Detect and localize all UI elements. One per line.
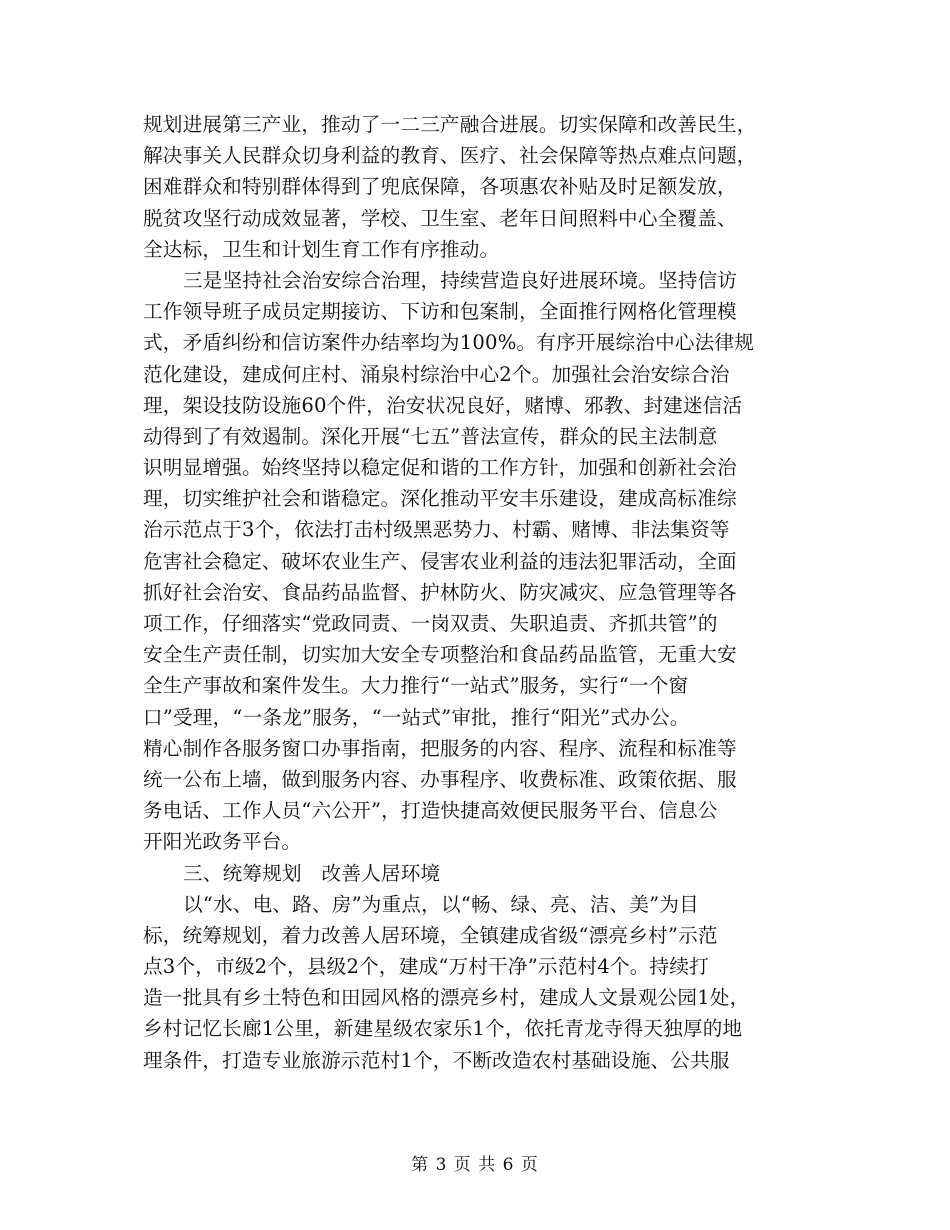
text-line: 危害社会稳定、破坏农业生产、侵害农业利益的违法犯罪活动，全面 [143,549,737,573]
text-line: 务电话、工作人员“六公开”，打造快捷高效便民服务平台、信息公 [143,799,718,823]
text-line: 动得到了有效遏制。深化开展“七五”普法宣传，群众的民主法制意 [143,424,718,448]
section-heading: 三、统筹规划 改善人居环境 [183,861,441,885]
text-line: 乡村记忆长廊1公里，新建星级农家乐1个，依托青龙寺得天独厚的地 [143,1017,743,1041]
page-number-footer: 第 3 页 共 6 页 [411,1155,539,1175]
text-line: 理，架设技防设施60个件，治安状况良好，赌博、邪教、封建迷信活 [143,393,743,417]
text-line: 全达标，卫生和计划生育工作有序推动。 [143,237,500,261]
text-line: 造一批具有乡土特色和田园风格的漂亮乡村，建成人文景观公园1处， [143,986,750,1010]
text-line: 式，矛盾纠纷和信访案件办结率均为100%。有序开展综治中心法律规 [143,331,755,355]
text-line: 识明显增强。始终坚持以稳定促和谐的工作方针，加强和创新社会治 [143,456,737,480]
text-line: 口”受理，“一条龙”服务，“一站式”审批，推行“阳光”式办公。 [143,705,690,729]
text-line: 抓好社会治安、食品药品监督、护林防火、防灾减灾、应急管理等各 [143,580,737,604]
text-line: 开阳光政务平台。 [143,830,302,854]
document-body [143,109,813,1076]
text-line: 统一公布上墙，做到服务内容、办事程序、收费标准、政策依据、服 [143,767,737,791]
text-line: 精心制作各服务窗口办事指南，把服务的内容、程序、流程和标准等 [143,736,737,760]
text-line: 治示范点于3个，依法打击村级黑恶势力、村霸、赌博、非法集资等 [143,518,730,542]
text-line: 解决事关人民群众切身利益的教育、医疗、社会保障等热点难点问题， [143,144,757,168]
text-line: 脱贫攻坚行动成效显著，学校、卫生室、老年日间照料中心全覆盖、 [143,206,737,230]
text-line: 范化建设，建成何庄村、涌泉村综治中心2个。加强社会治安综合治 [143,362,730,386]
text-line: 全生产事故和案件发生。大力推行“一站式”服务，实行“一个窗 [143,674,689,698]
text-line: 点3个，市级2个，县级2个，建成“万村干净”示范村4个。持续打 [143,955,709,979]
text-line: 标，统筹规划，着力改善人居环境，全镇建成省级“漂亮乡村”示范 [143,923,718,947]
text-line: 理，切实维护社会和谐稳定。深化推动平安丰乐建设，建成高标准综 [143,487,737,511]
text-line: 理条件，打造专业旅游示范村1个，不断改造农村基础设施、公共服 [143,1048,730,1072]
paragraph-start-line: 以“水、电、路、房”为重点，以“畅、绿、亮、洁、美”为目 [183,892,699,916]
text-line: 安全生产责任制，切实加大安全专项整治和食品药品监管，无重大安 [143,643,737,667]
text-line: 工作领导班子成员定期接访、下访和包案制，全面推行网格化管理模 [143,300,737,324]
paragraph-start-line: 三是坚持社会治安综合治理，持续营造良好进展环境。坚持信访 [183,268,738,292]
text-line: 项工作，仔细落实“党政同责、一岗双责、失职追责、齐抓共管”的 [143,612,718,635]
text-line: 规划进展第三产业，推动了一二三产融合进展。切实保障和改善民生， [143,113,757,136]
text-line: 困难群众和特别群体得到了兜底保障，各项惠农补贴及时足额发放， [143,175,737,199]
